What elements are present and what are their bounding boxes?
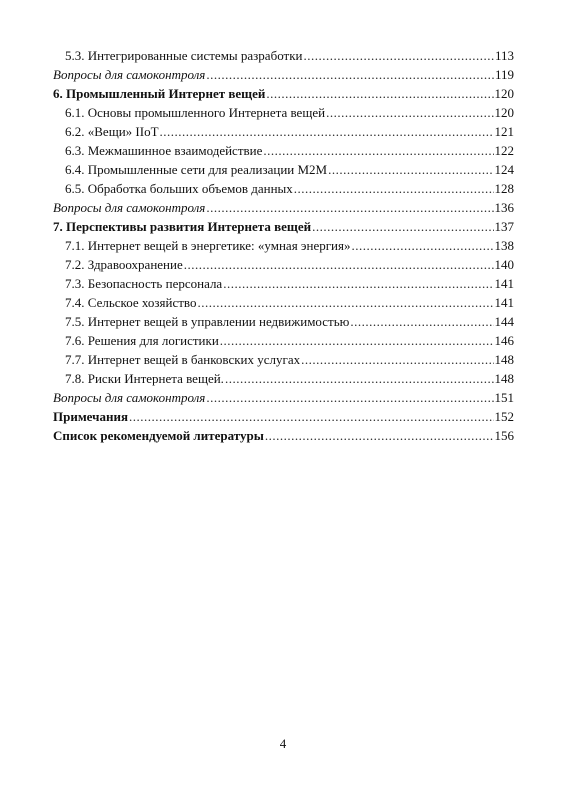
toc-entry-title: 7.3. Безопасность персонала bbox=[65, 276, 223, 291]
toc-leader-dots bbox=[206, 65, 494, 84]
toc-entry[interactable] bbox=[53, 198, 514, 217]
toc-leader-dots bbox=[206, 198, 493, 217]
page-number: 4 bbox=[279, 736, 287, 751]
toc-entry-page: 138 bbox=[494, 238, 514, 253]
toc-entry-page: 156 bbox=[494, 428, 514, 443]
toc-leader-dots bbox=[263, 141, 493, 160]
toc-entry-page: 136 bbox=[494, 200, 514, 215]
toc-leader-dots bbox=[225, 369, 494, 388]
toc-entry-title: 7. Перспективы развития Интернета вещей bbox=[53, 219, 312, 234]
toc-entry-page: 148 bbox=[494, 352, 514, 367]
toc-entry-page: 148 bbox=[494, 371, 514, 386]
toc-entry-page: 141 bbox=[494, 276, 514, 291]
toc-entry[interactable] bbox=[53, 331, 514, 350]
toc-entry[interactable] bbox=[53, 122, 514, 141]
toc-entry-title: 7.2. Здравоохранение bbox=[65, 257, 183, 272]
toc-entry-title: 6.3. Межмашинное взаимодействие bbox=[65, 143, 263, 158]
toc-entry[interactable] bbox=[53, 350, 514, 369]
toc-entry-page: 120 bbox=[494, 105, 514, 120]
toc-entry-title: 7.5. Интернет вещей в управлении недвижимостью bbox=[65, 314, 350, 329]
toc-entry-page: 121 bbox=[494, 124, 514, 139]
toc-leader-dots bbox=[184, 255, 494, 274]
toc-entry-title: Вопросы для самоконтроля bbox=[53, 200, 206, 215]
toc-entry-page: 151 bbox=[494, 390, 514, 405]
toc-leader-dots bbox=[197, 293, 493, 312]
toc-leader-dots bbox=[326, 103, 493, 122]
toc-leader-dots bbox=[312, 217, 493, 236]
toc-leader-dots bbox=[352, 236, 494, 255]
toc-chapter[interactable] bbox=[53, 426, 514, 445]
toc-entry-title: 6.2. «Вещи» IIoT bbox=[65, 124, 159, 139]
toc-entry-page: 120 bbox=[494, 86, 514, 101]
toc-entry[interactable] bbox=[53, 46, 514, 65]
toc-entry-title: 7.7. Интернет вещей в банковских услугах bbox=[65, 352, 301, 367]
toc-entry[interactable] bbox=[53, 293, 514, 312]
toc-entry-title: Список рекомендуемой литературы bbox=[53, 428, 264, 443]
toc-leader-dots bbox=[303, 46, 493, 65]
toc-entry-title: 6.1. Основы промышленного Интернета вещей bbox=[65, 105, 326, 120]
toc-entry[interactable] bbox=[53, 179, 514, 198]
toc-chapter[interactable] bbox=[53, 407, 514, 426]
toc-entry-title: 7.8. Риски Интернета вещей. bbox=[65, 371, 224, 386]
toc-chapter[interactable] bbox=[53, 84, 514, 103]
toc-entry-title: 7.4. Сельское хозяйство bbox=[65, 295, 197, 310]
toc-entry-title: 7.6. Решения для логистики bbox=[65, 333, 219, 348]
toc-entry[interactable] bbox=[53, 388, 514, 407]
toc-entry[interactable] bbox=[53, 236, 514, 255]
toc-entry-title: 5.3. Интегрированные системы разработки bbox=[65, 48, 303, 63]
table-of-contents bbox=[53, 46, 514, 445]
toc-entry-page: 152 bbox=[494, 409, 514, 424]
toc-entry-page: 119 bbox=[494, 67, 514, 82]
toc-entry-title: 6. Промышленный Интернет вещей bbox=[53, 86, 266, 101]
toc-entry-page: 124 bbox=[494, 162, 514, 177]
toc-entry[interactable] bbox=[53, 312, 514, 331]
toc-entry-page: 137 bbox=[494, 219, 514, 234]
toc-entry-title: 7.1. Интернет вещей в энергетике: «умная энергия» bbox=[65, 238, 351, 253]
toc-leader-dots bbox=[265, 426, 494, 445]
toc-entry-title: 6.4. Промышленные сети для реализации М2М bbox=[65, 162, 328, 177]
toc-leader-dots bbox=[301, 350, 493, 369]
toc-leader-dots bbox=[350, 312, 493, 331]
toc-leader-dots bbox=[220, 331, 494, 350]
toc-entry-title: Вопросы для самоконтроля bbox=[53, 67, 206, 82]
toc-entry-page: 141 bbox=[494, 295, 514, 310]
toc-entry[interactable] bbox=[53, 141, 514, 160]
toc-entry[interactable] bbox=[53, 103, 514, 122]
toc-leader-dots bbox=[328, 160, 493, 179]
toc-entry-page: 146 bbox=[494, 333, 514, 348]
toc-entry-title: Примечания bbox=[53, 409, 128, 424]
toc-entry[interactable] bbox=[53, 255, 514, 274]
toc-entry-page: 113 bbox=[494, 48, 514, 63]
toc-entry[interactable] bbox=[53, 65, 514, 84]
toc-entry-page: 122 bbox=[494, 143, 514, 158]
toc-entry[interactable] bbox=[53, 274, 514, 293]
toc-leader-dots bbox=[223, 274, 493, 293]
toc-entry[interactable] bbox=[53, 369, 514, 388]
toc-entry-title: 6.5. Обработка больших объемов данных bbox=[65, 181, 293, 196]
toc-leader-dots bbox=[160, 122, 494, 141]
toc-leader-dots bbox=[266, 84, 493, 103]
toc-entry-page: 144 bbox=[494, 314, 514, 329]
toc-entry-title: Вопросы для самоконтроля bbox=[53, 390, 206, 405]
toc-leader-dots bbox=[129, 407, 494, 426]
toc-leader-dots bbox=[206, 388, 493, 407]
toc-leader-dots bbox=[294, 179, 494, 198]
toc-entry-page: 140 bbox=[494, 257, 514, 272]
toc-entry-page: 128 bbox=[494, 181, 514, 196]
toc-entry[interactable] bbox=[53, 160, 514, 179]
toc-chapter[interactable] bbox=[53, 217, 514, 236]
